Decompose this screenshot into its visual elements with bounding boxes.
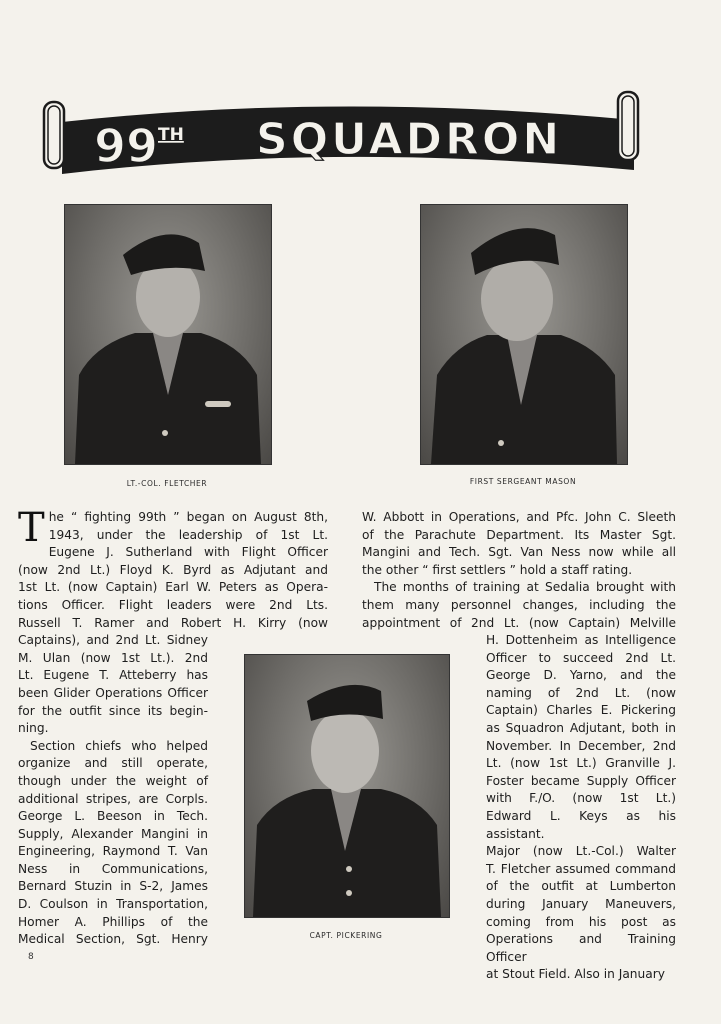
text-line: George D. Yarno, and the	[486, 668, 676, 683]
photo-first-sergeant-mason	[420, 204, 628, 465]
text-line: Lt. Eugene T. Atteberry has	[18, 668, 208, 683]
text-line: organize and still operate,	[18, 756, 208, 771]
text-line: during January Maneuvers,	[486, 896, 676, 911]
text-line: Captains), and 2nd Lt. Sidney	[18, 633, 208, 648]
page-number: 8	[28, 952, 34, 962]
text-line: Engineering, Raymond T. Van	[18, 844, 208, 859]
text-line: H. Dottenheim as Intelligence	[486, 633, 676, 647]
text-line: tions Officer. Flight leaders were 2nd Lts.	[18, 597, 328, 612]
text-line: Operations and Training Officer	[486, 932, 676, 964]
banner-scroll-graphic	[34, 84, 650, 186]
banner-word: SQUADRON	[256, 114, 563, 165]
text-line: Officer to succeed 2nd Lt.	[486, 650, 676, 665]
text-line: he “ fighting 99th ” began on August 8th,	[48, 510, 328, 524]
text-line: The months of training at Sedalia brought with	[374, 580, 676, 595]
banner-number: 99	[94, 119, 159, 173]
text-line: though under the weight of	[18, 773, 208, 788]
banner-suffix: TH	[158, 125, 184, 145]
text-line: M. Ulan (now 1st Lt.). 2nd	[18, 650, 208, 665]
article-right-column	[362, 509, 676, 632]
text-line: Russell T. Ramer and Robert H. Kirry (now	[18, 615, 328, 630]
photo-lt-col-fletcher	[64, 204, 272, 465]
text-line: (now 2nd Lt.) Floyd K. Byrd as Adjutant and	[18, 562, 328, 577]
text-line: 1943, under the leadership of 1st Lt.	[48, 527, 328, 542]
text-line: Eugene J. Sutherland with Flight Officer	[48, 545, 328, 560]
text-line: appointment of 2nd Lt. (now Captain) Melville	[362, 615, 676, 630]
text-line: Supply, Alexander Mangini in	[18, 826, 208, 841]
text-line: Lt. (now 1st Lt.) Granville J.	[486, 756, 676, 771]
portrait-silhouette	[421, 205, 627, 464]
text-line: Section chiefs who helped	[30, 738, 208, 753]
text-line: Captain) Charles E. Pickering	[486, 703, 676, 718]
text-line: additional stripes, are Corpls.	[18, 791, 208, 806]
text-line: George L. Beeson in Tech.	[18, 809, 208, 824]
text-line: Ness in Communications,	[18, 861, 208, 876]
text-line: D. Coulson in Transportation,	[18, 897, 208, 912]
text-line: as Squadron Adjutant, both in	[486, 720, 676, 735]
text-line: for the outfit since its begin-	[18, 703, 208, 718]
text-line: been Glider Operations Officer	[18, 685, 208, 700]
text-line: 1st Lt. (now Captain) Earl W. Peters as Opera-	[18, 580, 328, 595]
text-line: T. Fletcher assumed command	[486, 861, 676, 876]
article-left-column	[18, 505, 328, 949]
text-line: at Stout Field. Also in January	[486, 967, 665, 982]
caption-left-photo: LT.-COL. FLETCHER	[126, 479, 208, 488]
text-line: Medical Section, Sgt. Henry	[18, 932, 208, 947]
text-line: of the Parachute Department. Its Master Sgt.	[362, 527, 676, 542]
text-line: Bernard Stuzin in S-2, James	[18, 879, 208, 894]
text-line: of the outfit at Lumberton	[486, 879, 676, 894]
text-line: the other “ first settlers ” hold a staff rating.	[362, 562, 633, 577]
text-line: Foster became Supply Officer	[486, 773, 676, 788]
text-line: coming from his post as	[486, 914, 676, 929]
drop-cap: T	[18, 505, 45, 551]
text-line: with F./O. (now 1st Lt.)	[486, 791, 676, 806]
text-line: ning.	[18, 721, 49, 736]
text-line: November. In December, 2nd	[486, 738, 676, 753]
text-line: Edward L. Keys as his assistant.	[486, 808, 676, 841]
portrait-silhouette	[65, 205, 271, 464]
text-line: Homer A. Phillips of the	[18, 914, 208, 929]
title-banner	[34, 84, 650, 186]
text-line: Major (now Lt.-Col.) Walter	[486, 844, 676, 859]
text-line: naming of 2nd Lt. (now	[486, 685, 676, 700]
caption-right-photo: FIRST SERGEANT MASON	[469, 477, 577, 486]
text-line: W. Abbott in Operations, and Pfc. John C. Sleeth	[362, 510, 676, 524]
caption-center-photo: CAPT. PICKERING	[309, 931, 383, 940]
text-line: them many personnel changes, including the	[362, 597, 676, 612]
text-line: Mangini and Tech. Sgt. Van Ness now while all	[362, 545, 676, 560]
article-right-narrow-column	[486, 632, 676, 984]
